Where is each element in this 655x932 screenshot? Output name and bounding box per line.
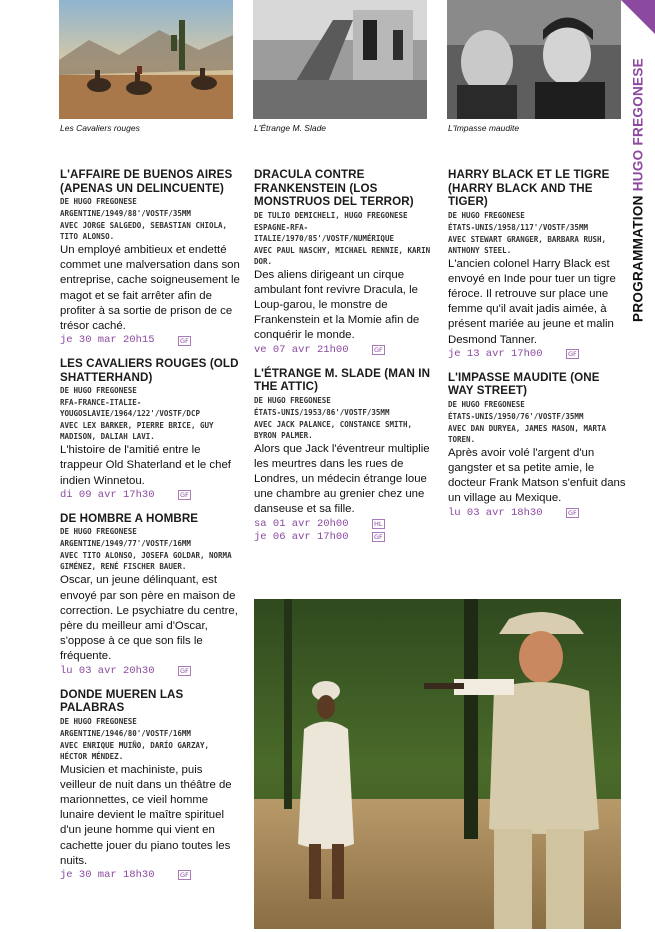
photo-cavaliers-rouges [59,0,233,119]
film-entry [448,371,628,520]
showing-date: je 30 mar 20h15 [60,334,155,347]
film-title: DRACULA CONTRE FRANKENSTEIN (LOS MONSTRUOS DEL TERROR) [254,168,414,208]
film-title: L'AFFAIRE DE BUENOS AIRES (APENAS UN DELINCUENTE) [60,168,233,195]
film-entry [60,357,240,502]
film-synopsis: Après avoir volé l'argent d'un gangster et sa petite amie, le docteur Frank Matson s'enfuit dans un village au Mexique. [448,446,626,505]
film-cast: AVEC JACK PALANCE, CONSTANCE SMITH, BYRON PALMER. [254,419,413,440]
film-details: ARGENTINE/1949/77'/VOSTF/16MM [60,539,191,549]
film-synopsis: Des aliens dirigeant un cirque ambulant font revivre Dracula, le Loup-garou, le monstre de Frankenstein et la Momie afin de conquérir le monde. [254,268,420,342]
showing[interactable] [254,344,434,357]
film-title: LES CAVALIERS ROUGES (OLD SHATTERHAND) [60,357,239,384]
film-director: DE HUGO FREGONESE [448,210,525,220]
film-director: DE TULIO DEMICHELI, HUGO FREGONESE [254,210,408,220]
film-details: ÉTATS-UNIS/1953/86'/VOSTF/35MM [254,407,390,417]
film-cast: AVEC DAN DURYEA, JAMES MASON, MARTA TOREN. [448,423,607,444]
showing-date: di 09 avr 17h30 [60,488,155,501]
section-label-part2: HUGO FREGONESE [630,58,646,192]
film-cast: AVEC JORGE SALGEDO, SEBASTIAN CHIOLA, TITO ALONSO. [60,221,228,241]
venue-badge: GF [180,667,189,676]
film-title: DONDE MUEREN LAS PALABRAS [60,687,184,715]
caption-1: Les Cavaliers rouges [60,123,140,133]
film-cast: AVEC ENRIQUE MUIÑO, DARÍO GARZAY, HÉCTOR MÉNDEZ. [60,740,210,761]
film-synopsis: Musicien et machiniste, puis veilleur de nuit dans un théâtre de marionnettes, ce vieil homme lunaire devient le maître spirituel d'un jeune homme qui vient en cachette jouer du piano toutes les nuits. [60,763,232,867]
film-director: DE HUGO FREGONESE [60,197,137,206]
showing-date: je 13 avr 17h00 [448,347,543,360]
venue-badge: GF [568,350,577,359]
venue-badge: HL [374,520,383,529]
showing[interactable] [60,869,240,882]
column-3 [448,168,628,530]
film-title: L'IMPASSE MAUDITE (ONE WAY STREET) [448,370,600,398]
column-2 [254,168,434,554]
film-entry [60,512,240,678]
film-entry [254,367,434,544]
showing[interactable] [60,334,240,347]
film-details: ÉTATS-UNIS/1950/76'/VOSTF/35MM [448,411,584,421]
film-director: DE HUGO FREGONESE [60,527,137,537]
film-entry [254,168,434,357]
film-director: DE HUGO FREGONESE [60,386,137,396]
showing[interactable] [60,489,240,502]
showing[interactable] [60,665,240,678]
venue-badge: GF [568,509,577,518]
showing[interactable] [448,348,628,361]
showing[interactable] [254,518,434,531]
showing-date: ve 07 avr 21h00 [254,343,349,356]
film-synopsis: Oscar, un jeune délinquant, est envoyé par son père en maison de correction. Le psychiatre du centre, père du meilleur ami d'Oscar, s'oppose à ce que son fils le fréquente. [60,574,238,663]
venue-badge: GF [180,871,189,880]
film-details: RFA-FRANCE-ITALIE-YOUGOSLAVIE/1964/122'/VOSTF/DCP [60,398,200,419]
showing[interactable] [254,531,434,544]
photo-impasse-maudite [447,0,621,119]
section-label [631,58,646,322]
film-title: DE HOMBRE A HOMBRE [60,511,199,525]
showing[interactable] [448,507,628,520]
film-synopsis: Un employé ambitieux et endetté commet une malversation dans son entreprise, cache soigneusement le magot et se fait arrêter afin de profiter à sa sortie de prison de ce trésor caché. [60,244,240,333]
venue-badge: GF [374,533,383,542]
venue-badge: GF [180,336,189,345]
film-director: DE HUGO FREGONESE [60,716,137,726]
film-title: L'ÉTRANGE M. SLADE (MAN IN THE ATTIC) [254,366,431,394]
film-synopsis: Alors que Jack l'éventreur multiplie les meurtres dans les rues de Londres, un médecin étrange loue une chambre au grenier chez une danseuse et sa fille. [254,442,430,516]
showing-date: lu 03 avr 18h30 [448,506,543,519]
photo-harry-black [254,599,621,929]
photo-etrange-m-slade [253,0,427,119]
film-title: HARRY BLACK ET LE TIGRE (HARRY BLACK AND THE TIGER) [448,168,610,208]
film-director: DE HUGO FREGONESE [448,399,525,409]
film-director: DE HUGO FREGONESE [254,395,331,405]
film-details: ÉTATS-UNIS/1958/117'/VOSTF/35MM [448,222,588,232]
caption-3: L'Impasse maudite [448,123,520,133]
section-label-part1: PROGRAMMATION [630,191,646,322]
film-details: ESPAGNE-RFA-ITALIE/1970/85'/VOSTF/NUMÉRIQUE [254,222,394,243]
showing-date: sa 01 avr 20h00 [254,517,349,530]
film-cast: AVEC LEX BARKER, PIERRE BRICE, GUY MADISON, DALIAH LAVI. [60,421,214,442]
film-entry [60,168,240,347]
venue-badge: GF [374,346,383,355]
film-details: ARGENTINE/1946/80'/VOSTF/16MM [60,728,191,738]
caption-2: L'Étrange M. Slade [254,123,327,133]
film-details: ARGENTINE/1949/88'/VOSTF/35MM [60,209,191,218]
venue-badge: GF [180,491,189,500]
film-cast: AVEC TITO ALONSO, JOSEFA GOLDAR, NORMA GIMÉNEZ, RENÉ FISCHER BAUER. [60,551,232,572]
film-cast: AVEC STEWART GRANGER, BARBARA RUSH, ANTHONY STEEL. [448,234,607,255]
corner-accent [621,0,655,34]
column-1 [60,168,240,892]
showing-date: je 30 mar 18h30 [60,868,155,881]
showing-date: lu 03 avr 20h30 [60,664,155,677]
showing-date: je 06 avr 17h00 [254,530,349,543]
film-entry [60,688,240,882]
film-synopsis: L'histoire de l'amitié entre le trappeur Old Shaterland et le chef indien Winnetou. [60,444,231,487]
film-cast: AVEC PAUL NASCHY, MICHAEL RENNIE, KARIN DOR. [254,245,431,266]
film-entry [448,168,628,361]
film-synopsis: L'ancien colonel Harry Black est envoyé en Inde pour tuer un tigre féroce. Il retrouve sur place une femme qu'il avait jadis aimée, à présent mariée au jeune et malin Desmond Tanner. [448,257,616,346]
